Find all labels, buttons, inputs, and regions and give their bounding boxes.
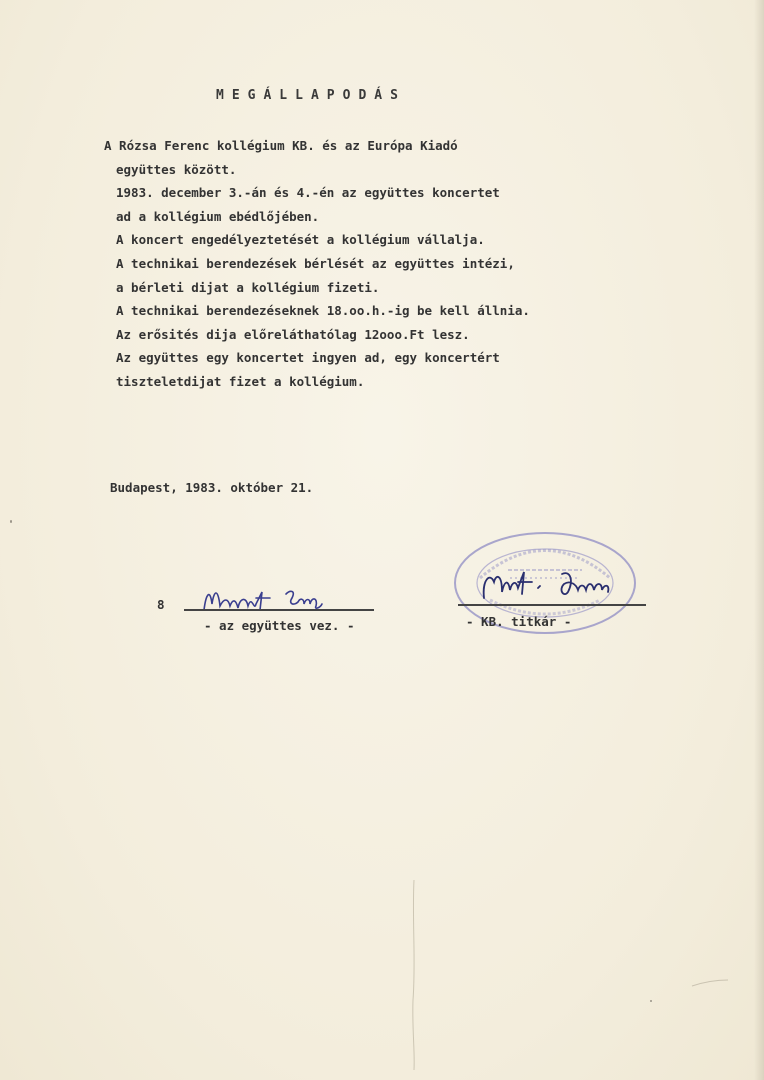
place-and-date: Budapest, 1983. október 21. <box>110 480 314 495</box>
body-line: ad a kollégium ebédlőjében. <box>116 208 320 224</box>
body-line: 1983. december 3.-án és 4.-én az együttes koncertet <box>116 185 500 201</box>
body-line: A koncert engedélyeztetését a kollégium vállalja. <box>116 232 485 248</box>
agreement-body <box>104 134 664 394</box>
paper-mark <box>690 978 730 988</box>
body-line: együttes között. <box>116 161 237 177</box>
page-edge-shadow <box>754 0 764 1080</box>
signature-number: 8 <box>157 597 165 612</box>
paper-speck <box>650 1000 652 1002</box>
paper-speck <box>10 520 12 523</box>
left-signature-caption: - az együttes vez. - <box>204 618 355 633</box>
body-line: a bérleti dijat a kollégium fizeti. <box>116 279 380 295</box>
paper-crease <box>408 880 420 1070</box>
body-line: tiszteletdijat fizet a kollégium. <box>116 373 365 389</box>
body-line: A technikai berendezéseknek 18.oo.h.-ig be kell állnia. <box>116 303 530 319</box>
body-line: Az együttes egy koncertet ingyen ad, egy koncertért <box>116 350 500 366</box>
left-signature <box>200 584 330 618</box>
right-signature-caption: - KB. titkár - <box>466 614 572 629</box>
body-line: A technikai berendezések bérlését az együttes intézi, <box>116 255 515 271</box>
body-line: Az erősités dija előreláthatólag 12ooo.Ft lesz. <box>116 326 470 342</box>
left-signature-line <box>184 609 374 611</box>
body-line: A Rózsa Ferenc kollégium KB. és az Európa Kiadó <box>104 138 458 153</box>
right-signature-line <box>458 604 646 606</box>
right-signature <box>478 566 634 606</box>
document-title: MEGÁLLAPODÁS <box>216 88 406 103</box>
